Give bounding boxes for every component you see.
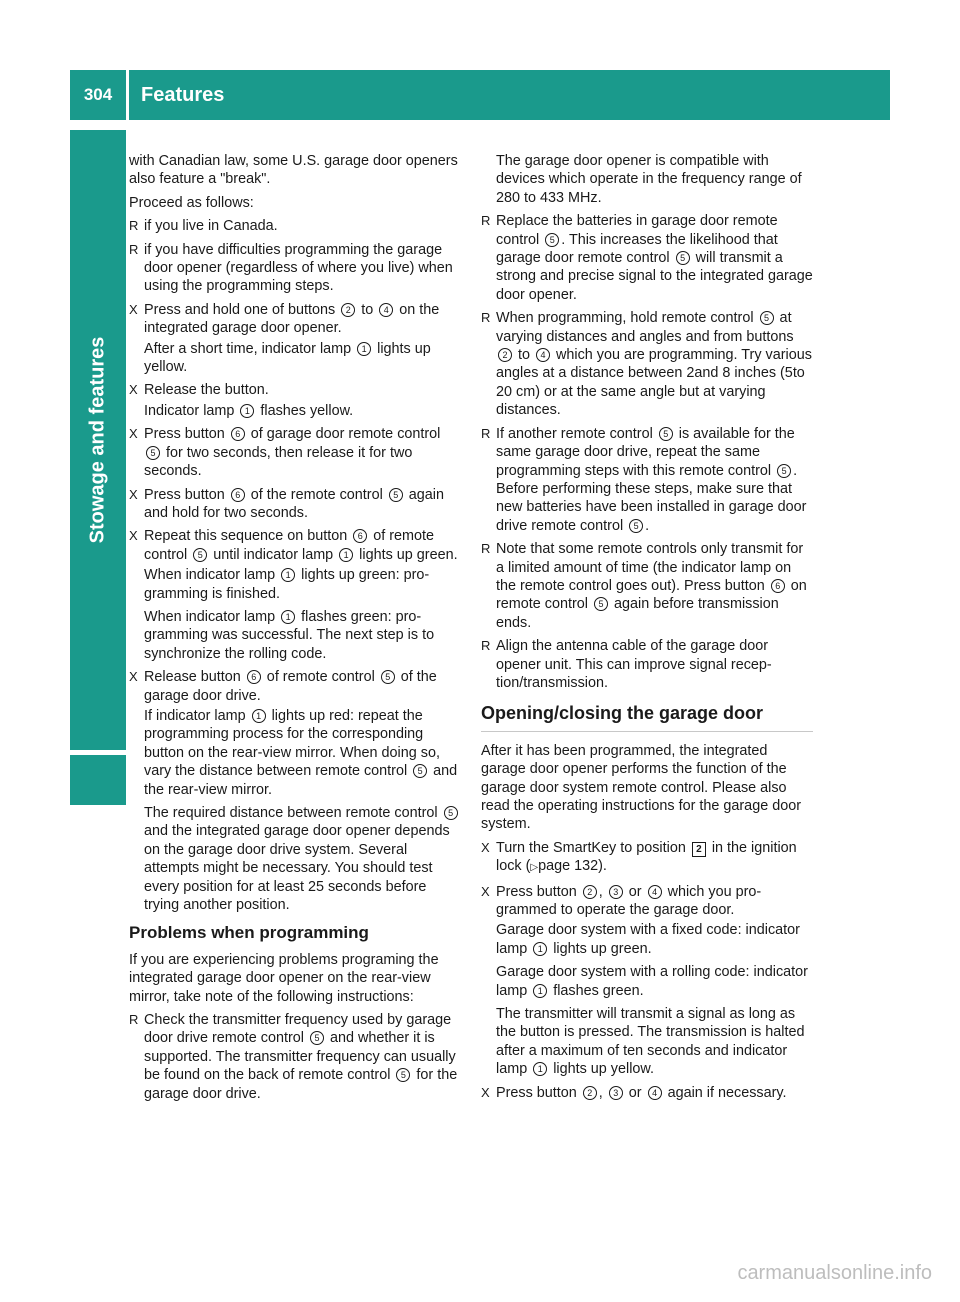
text-span: and the rear-view mirror. [144, 763, 458, 798]
text-span: page 132). [538, 858, 607, 875]
text-span: which you are programming. Try various angles at a distance between 2and 8 inches (5to 20 cm) or at the same angle but at varying distances. [496, 347, 812, 419]
text-span: for the garage door drive. [144, 1067, 458, 1102]
text-span: is available for the same garage door drive, repeat the same programming steps with this remote control [496, 425, 795, 479]
callout-4: 4 [648, 1086, 662, 1100]
callout-1: 1 [533, 1062, 547, 1076]
step-marker: X [129, 669, 138, 685]
text-span: again if necessary. [663, 1084, 787, 1101]
side-tab-label: Stowage and features [86, 336, 109, 544]
step-marker: X [129, 301, 138, 317]
text-span: Repeat this sequence on button [144, 528, 352, 545]
text-span: . [645, 517, 650, 534]
bullet-marker: R [129, 1012, 139, 1028]
callout-3: 3 [609, 885, 623, 899]
callout-5: 5 [629, 519, 643, 533]
bullet-item [129, 241, 461, 296]
callout-3: 3 [609, 1086, 623, 1100]
paragraph: If you are experiencing problems programing the integrated garage door opener on the rear-view mirror, take note of the following instructions: [129, 951, 439, 1005]
callout-4: 4 [536, 348, 550, 362]
callout-6: 6 [247, 670, 261, 684]
text-span: After a short time, indicator lamp [144, 340, 356, 357]
text-span: lights up green: programming is finished. [144, 567, 430, 602]
right-column [481, 152, 813, 1107]
paragraph: with Canadian law, some U.S. garage door openers also feature a "break". [129, 153, 458, 188]
callout-2: 2 [341, 303, 355, 317]
bullet-marker: R [481, 541, 491, 557]
text-span: lights up yellow. [549, 1061, 654, 1078]
callout-5: 5 [381, 670, 395, 684]
text-span: Press and hold one of buttons [144, 301, 340, 318]
text-span: lights up green. [549, 940, 652, 957]
text-span: lights up green. [355, 546, 458, 563]
callout-6: 6 [231, 488, 245, 502]
text-span: If another remote control [496, 425, 657, 442]
text-span: flashes green. [549, 982, 644, 999]
bullet-item [129, 1011, 461, 1103]
text-span: which you programmed to operate the garage door. [496, 883, 762, 919]
page-ref-arrow-icon: ▷ [530, 862, 539, 874]
section-heading: Problems when programming [129, 923, 369, 943]
text-span: for two seconds, then release it for two seconds. [144, 444, 413, 480]
text-span: Turn the SmartKey to position [496, 839, 690, 856]
callout-1: 1 [357, 342, 371, 356]
text-span: Press button [144, 486, 229, 503]
step-marker: X [481, 1084, 490, 1100]
text-span: flashes green: programming was successful. The next step is to synchronize the rolling code. [144, 608, 435, 662]
text-span: lights up yellow. [144, 340, 431, 376]
callout-5: 5 [777, 464, 791, 478]
callout-6: 6 [771, 579, 785, 593]
bullet-item [481, 540, 813, 632]
text-span: The transmitter will transmit a signal as long as the button is pressed. The transmission is halted after a maximum of ten seconds and indicator lamp [496, 1006, 805, 1078]
text-span: Press button [496, 1084, 581, 1101]
callout-5: 5 [146, 446, 160, 460]
key-position-2: 2 [692, 842, 706, 857]
text-span: of the garage door drive. [144, 669, 437, 704]
text-span: . Before performing these steps, make sure that new batteries have been installed in garage door drive remote control [496, 462, 807, 534]
text-span: if you have difficulties programming the garage door opener (regardless of where you live) when using the programming steps. [144, 241, 453, 295]
callout-5: 5 [396, 1068, 410, 1082]
text-span: , [598, 883, 607, 900]
header-divider [126, 70, 129, 120]
step-marker: X [129, 382, 138, 398]
callout-1: 1 [533, 942, 547, 956]
text-span: and the integrated garage door opener depends on the garage door drive system. Several attempts might be necessary. You should test every position for at least 25 seconds before trying another position. [144, 823, 450, 914]
text-span: of remote control [262, 669, 379, 686]
bullet-marker: R [129, 241, 139, 257]
callout-1: 1 [252, 709, 266, 723]
callout-6: 6 [353, 529, 367, 543]
callout-5: 5 [413, 764, 427, 778]
paragraph: After it has been programmed, the integrated garage door opener performs the function of the garage door system remote control. Please also read the operating instructions for the garage door system. [481, 742, 801, 833]
bullet-marker: R [129, 218, 139, 234]
text-span: flashes yellow. [256, 402, 354, 419]
callout-4: 4 [379, 303, 393, 317]
step-marker: X [481, 839, 490, 855]
step-item [129, 381, 461, 420]
bullet-item [481, 309, 813, 419]
step-item [129, 486, 461, 523]
text-span: on remote control [496, 577, 807, 613]
text-span: When indicator lamp [144, 567, 280, 584]
callout-1: 1 [281, 610, 295, 624]
bullet-item [481, 425, 813, 535]
bullet-marker: R [481, 310, 491, 326]
step-item [129, 527, 461, 663]
callout-2: 2 [583, 1086, 597, 1100]
text-span: will transmit a strong and precise signal to the integrated garage door opener. [496, 250, 813, 303]
text-span: If indicator lamp [144, 707, 250, 724]
bullet-marker: R [481, 425, 491, 441]
bullet-marker: R [481, 213, 491, 229]
callout-5: 5 [444, 806, 458, 820]
text-span: The required distance between remote control [144, 805, 442, 821]
paragraph: Proceed as follows: [129, 194, 254, 211]
step-item [129, 301, 461, 377]
text-span: . This increases the likelihood that garage door remote control [496, 231, 778, 267]
text-span: at varying distances and angles and from buttons [496, 310, 794, 345]
callout-1: 1 [339, 548, 353, 562]
paragraph: The garage door opener is compatible with devices which operate in the frequency range of 280 to 433 MHz. [496, 153, 802, 206]
bullet-marker: R [481, 638, 491, 654]
bullet-item [481, 212, 813, 304]
step-item [481, 1084, 813, 1102]
callout-1: 1 [533, 984, 547, 998]
text-span: of garage door remote control [246, 426, 441, 443]
page-title: Features [141, 83, 225, 106]
text-span: on the integrated garage door opener. [144, 301, 440, 337]
text-span: Indicator lamp [144, 402, 239, 419]
text-span: of remote control [144, 528, 435, 563]
text-span: until indicator lamp [209, 546, 338, 563]
step-item [129, 425, 461, 480]
callout-5: 5 [676, 251, 690, 265]
text-span: Replace the batteries in garage door remote control [496, 213, 778, 248]
bullet-item [481, 637, 813, 692]
watermark: carmanualsonline.info [737, 1262, 932, 1284]
step-item [481, 839, 813, 878]
text-span: to [357, 301, 378, 318]
step-marker: X [129, 426, 138, 442]
side-tab-block [70, 755, 126, 805]
callout-5: 5 [659, 427, 673, 441]
callout-1: 1 [240, 404, 254, 418]
text-span: Press button [496, 883, 581, 900]
callout-5: 5 [760, 311, 774, 325]
text-span: Check the transmitter frequency used by garage door drive remote control [144, 1012, 452, 1047]
section-heading: Opening/closing the garage door [481, 704, 813, 731]
text-span: and whether it is supported. The transmitter frequency can usually be found on the back of remote control [144, 1030, 456, 1084]
step-marker: X [129, 528, 138, 544]
text-span: of the remote control [246, 486, 387, 503]
text-span: in the ignition lock ( [496, 839, 797, 875]
text-span: or [624, 883, 646, 900]
text-span: Align the antenna cable of the garage door opener unit. This can improve signal reception/transmission. [496, 638, 772, 691]
text-span: Press button [144, 426, 229, 443]
step-marker: X [481, 883, 490, 899]
callout-5: 5 [594, 597, 608, 611]
callout-5: 5 [193, 548, 207, 562]
bullet-item [129, 217, 461, 235]
text-span: , [598, 1084, 607, 1101]
text-span: When indicator lamp [144, 608, 280, 625]
text-span: lights up red: repeat the programming process for the corresponding button on the rear-view mirror. When doing so, vary the distance between remote control [144, 707, 440, 780]
text-span: Garage door system with a rolling code: indicator lamp [496, 964, 808, 999]
callout-2: 2 [498, 348, 512, 362]
callout-1: 1 [281, 568, 295, 582]
text-span: if you live in Canada. [144, 218, 278, 235]
callout-5: 5 [545, 233, 559, 247]
step-marker: X [129, 486, 138, 502]
text-span: Release the button. [144, 382, 269, 399]
callout-5: 5 [310, 1031, 324, 1045]
text-span: Release button [144, 669, 245, 686]
step-item [129, 668, 461, 914]
step-item [481, 883, 813, 1079]
text-span: or [624, 1084, 646, 1101]
callout-6: 6 [231, 427, 245, 441]
text-span: Garage door system with a fixed code: indicator lamp [496, 922, 800, 957]
callout-5: 5 [389, 488, 403, 502]
left-column [129, 152, 461, 1108]
callout-4: 4 [648, 885, 662, 899]
page-number: 304 [83, 85, 113, 104]
text-span: again and hold for two seconds. [144, 486, 444, 521]
callout-2: 2 [583, 885, 597, 899]
text-span: Note that some remote controls only transmit for a limited amount of time (the indicator lamp on the remote control goes out). Press button [496, 541, 804, 594]
text-span: to [514, 347, 534, 364]
text-span: When programming, hold remote control [496, 310, 758, 327]
text-span: again before transmission ends. [496, 596, 779, 631]
